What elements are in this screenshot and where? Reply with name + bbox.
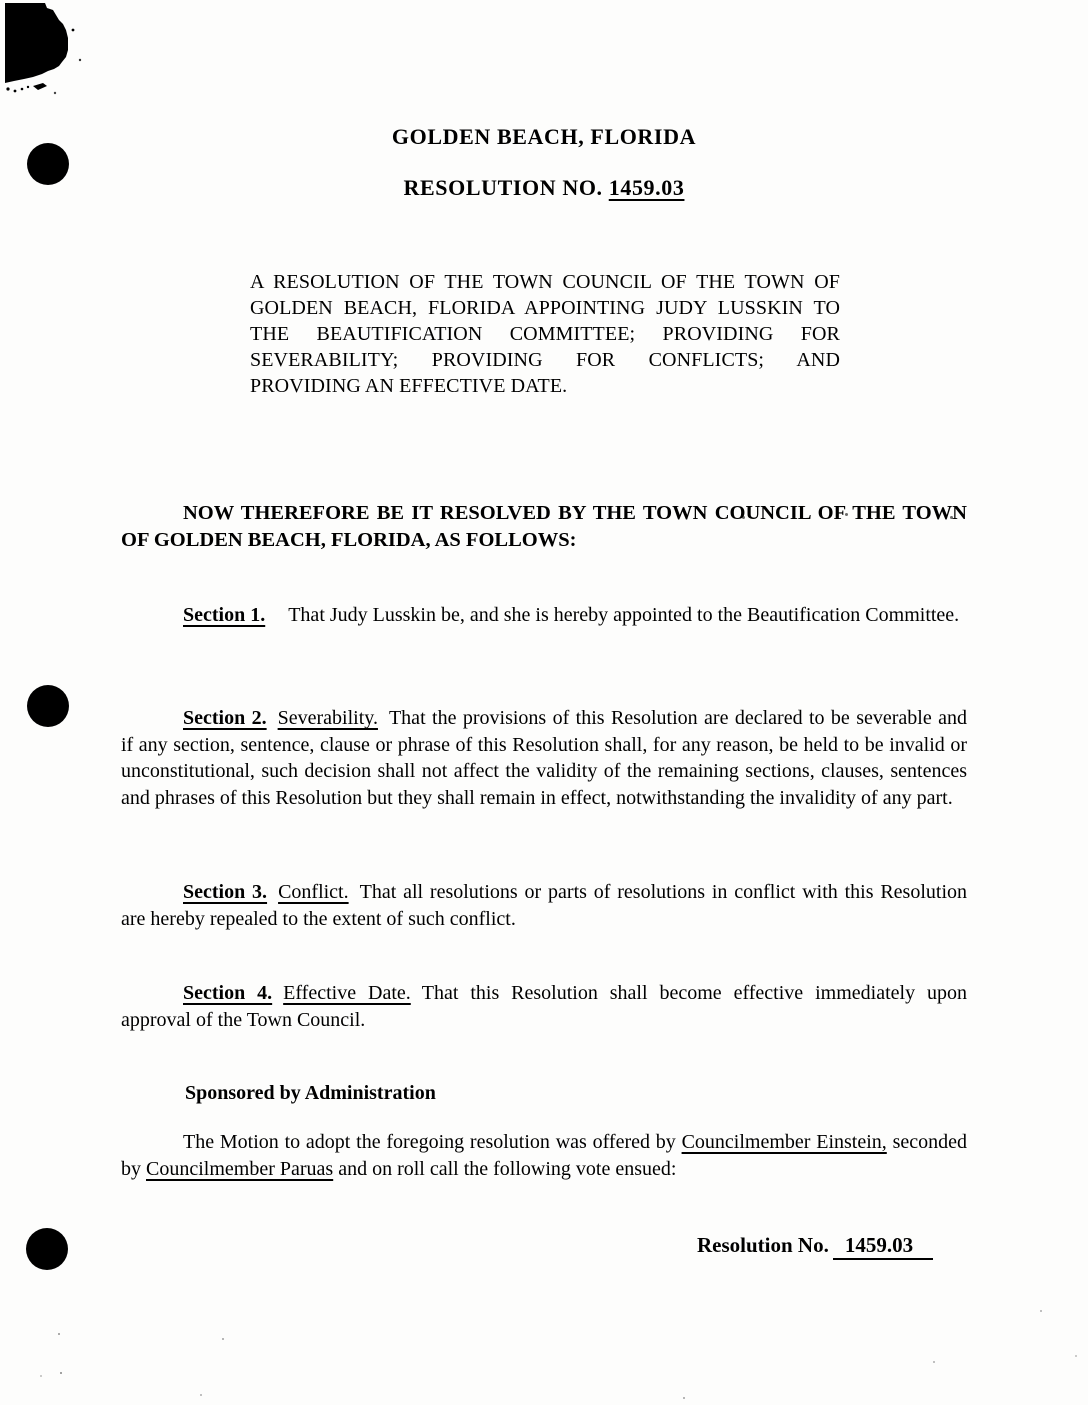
motion-mover-name: Councilmember Einstein, xyxy=(681,1131,887,1153)
section-4-paragraph xyxy=(121,980,967,1033)
section-2-subheading: Severability. xyxy=(277,707,378,729)
section-2-heading: Section 2. xyxy=(183,707,267,729)
section-3-body: That all resolutions or parts of resolutions in conflict with this Resolution are hereby repealed to the extent of such conflict. xyxy=(121,881,967,930)
section-2-body: That the provisions of this Resolution are declared to be severable and if any section, sentence, clause or phrase of this Resolution shall, for any reason, be held to be invalid or unconstitutional, such decision shall not affect the validity of the remaining sections, clauses, sentences and phrases of this Resolution but they shall remain in effect, notwithstanding the invalidity of any part. xyxy=(121,707,968,809)
footer-resolution-value: 1459.03 xyxy=(833,1233,933,1260)
motion-text-seconded: seconded by xyxy=(121,1131,967,1180)
section-3-paragraph xyxy=(121,879,967,932)
motion-paragraph xyxy=(121,1129,967,1182)
resolution-number-value: 1459.03 xyxy=(608,175,685,200)
section-1-paragraph xyxy=(121,602,967,629)
ink-blob-mark xyxy=(0,0,92,104)
motion-text-offered: The Motion to adopt the foregoing resolution was offered by xyxy=(183,1131,682,1153)
motion-text-suffix: and on roll call the following vote ensued: xyxy=(333,1157,677,1180)
punch-hole-mark xyxy=(26,1228,68,1270)
footer-resolution-label: Resolution No. xyxy=(697,1233,829,1257)
resolved-clause: NOW THEREFORE BE IT RESOLVED BY THE TOWN COUNCIL OF THE TOWN OF GOLDEN BEACH, FLORIDA, AS FOLLOWS: xyxy=(121,501,967,551)
footer-resolution-number xyxy=(697,1233,933,1258)
motion-seconder-name: Councilmember Paruas xyxy=(146,1157,334,1180)
section-3-subheading: Conflict. xyxy=(278,881,349,903)
section-2-paragraph xyxy=(121,705,967,811)
section-4-subheading: Effective Date. xyxy=(283,982,411,1004)
document-title: GOLDEN BEACH, FLORIDA xyxy=(391,124,697,149)
section-4-heading: Section 4. xyxy=(183,982,273,1004)
section-1-body: That Judy Lusskin be, and she is hereby appointed to the Beautification Committee. xyxy=(288,604,960,626)
resolution-preamble: A RESOLUTION OF THE TOWN COUNCIL OF THE TOWN OF GOLDEN BEACH, FLORIDA APPOINTING JUDY LUSSKIN TO THE BEAUTIFICATION COMMITTEE; PROVIDING FOR SEVERABILITY; PROVIDING FOR CONFLICTS; AND PROVIDING AN EFFECTIVE DATE. xyxy=(250,271,840,397)
scan-noise xyxy=(58,1333,60,1335)
section-3-heading: Section 3. xyxy=(183,881,268,903)
punch-hole-mark xyxy=(27,685,69,727)
resolution-number-label: RESOLUTION NO. xyxy=(403,175,603,200)
resolution-number-line xyxy=(0,175,1088,201)
section-1-heading: Section 1. xyxy=(183,604,266,626)
section-4-body: That this Resolution shall become effective immediately upon approval of the Town Council. xyxy=(121,982,967,1031)
sponsor-line: Sponsored by Administration xyxy=(185,1082,436,1104)
